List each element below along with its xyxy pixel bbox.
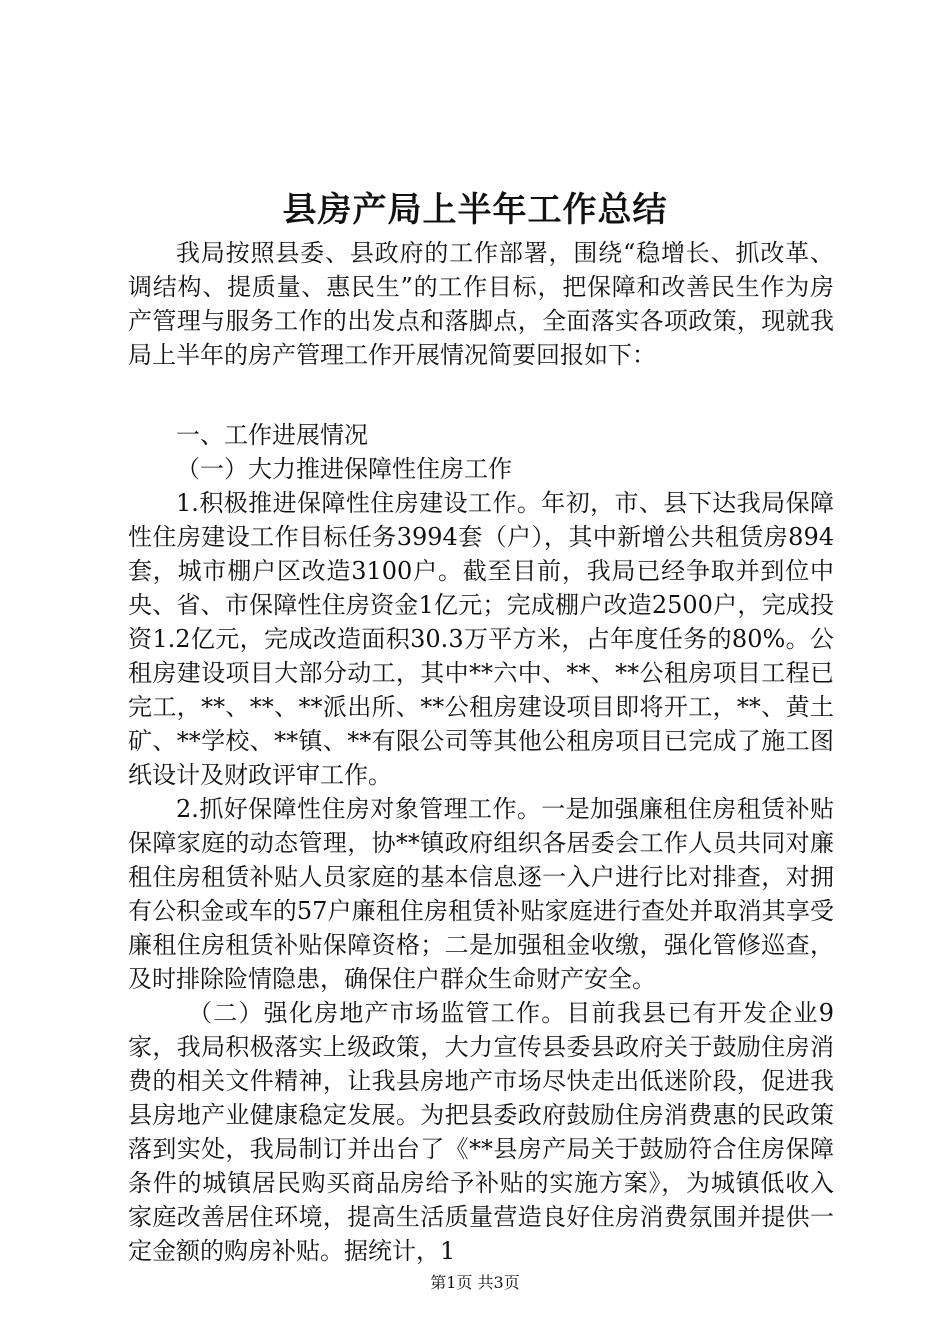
subsection-heading: （一）大力推进保障性住房工作 — [176, 455, 512, 483]
document-body — [128, 236, 834, 1268]
subsection-2-paragraph: （二）强化房地产市场监管工作。目前我县已有开发企业9家，我局积极落实上级政策，大力宣传县委县政府关于鼓励住房消费的相关文件精神，让我县房地产市场尽快走出低迷阶段，促进我县房地产业健康稳定发展。为把县委政府鼓励住房消费惠的民政策落到实处，我局制订并出台了《**县房产局关于鼓励符合住房保障条件的城镇居民购买商品房给予补贴的实施方案》，为城镇低收入家庭改善居住环境，提高生活质量营造良好住房消费氛围并提供一定金额的购房补贴。据统计，1 — [128, 999, 834, 1265]
item-1-paragraph: 1.积极推进保障性住房建设工作。年初，市、县下达我局保障性住房建设工作目标任务3994套（户），其中新增公共租赁房894套，城市棚户区改造3100户。截至目前，我局已经争取并到位中央、省、市保障性住房资金1亿元；完成棚户改造2500户，完成投资1.2亿元，完成改造面积30.3万平方米，占年度任务的80%。公租房建设项目大部分动工，其中**六中、**、**公租房项目工程已完工，**、**、**派出所、**公租房建设项目即将开工，**、黄土矿、**学校、**镇、**有限公司等其他公租房项目已完成了施工图纸设计及财政评审工作。 — [128, 489, 834, 789]
section-heading: 一、工作进展情况 — [176, 421, 368, 449]
document-title: 县房产局上半年工作总结 — [282, 190, 668, 230]
paragraph-gap — [128, 372, 834, 418]
page-number-footer: 第1页 共3页 — [430, 1273, 520, 1292]
intro-paragraph: 我局按照县委、县政府的工作部署，围绕“稳增长、抓改革、调结构、提质量、惠民生”的工作目标，把保障和改善民生作为房产管理与服务工作的出发点和落脚点，全面落实各项政策，现就我局上半年的房产管理工作开展情况简要回报如下： — [128, 239, 834, 369]
item-2-paragraph: 2.抓好保障性住房对象管理工作。一是加强廉租住房租赁补贴保障家庭的动态管理，协**镇政府组织各居委会工作人员共同对廉租住房租赁补贴人员家庭的基本信息逐一入户进行比对排查，对拥有公积金或车的57户廉租住房租赁补贴家庭进行查处并取消其享受廉租住房租赁补贴保障资格；二是加强租金收缴，强化管修巡查，及时排除险情隐患，确保住户群众生命财产安全。 — [128, 795, 834, 993]
